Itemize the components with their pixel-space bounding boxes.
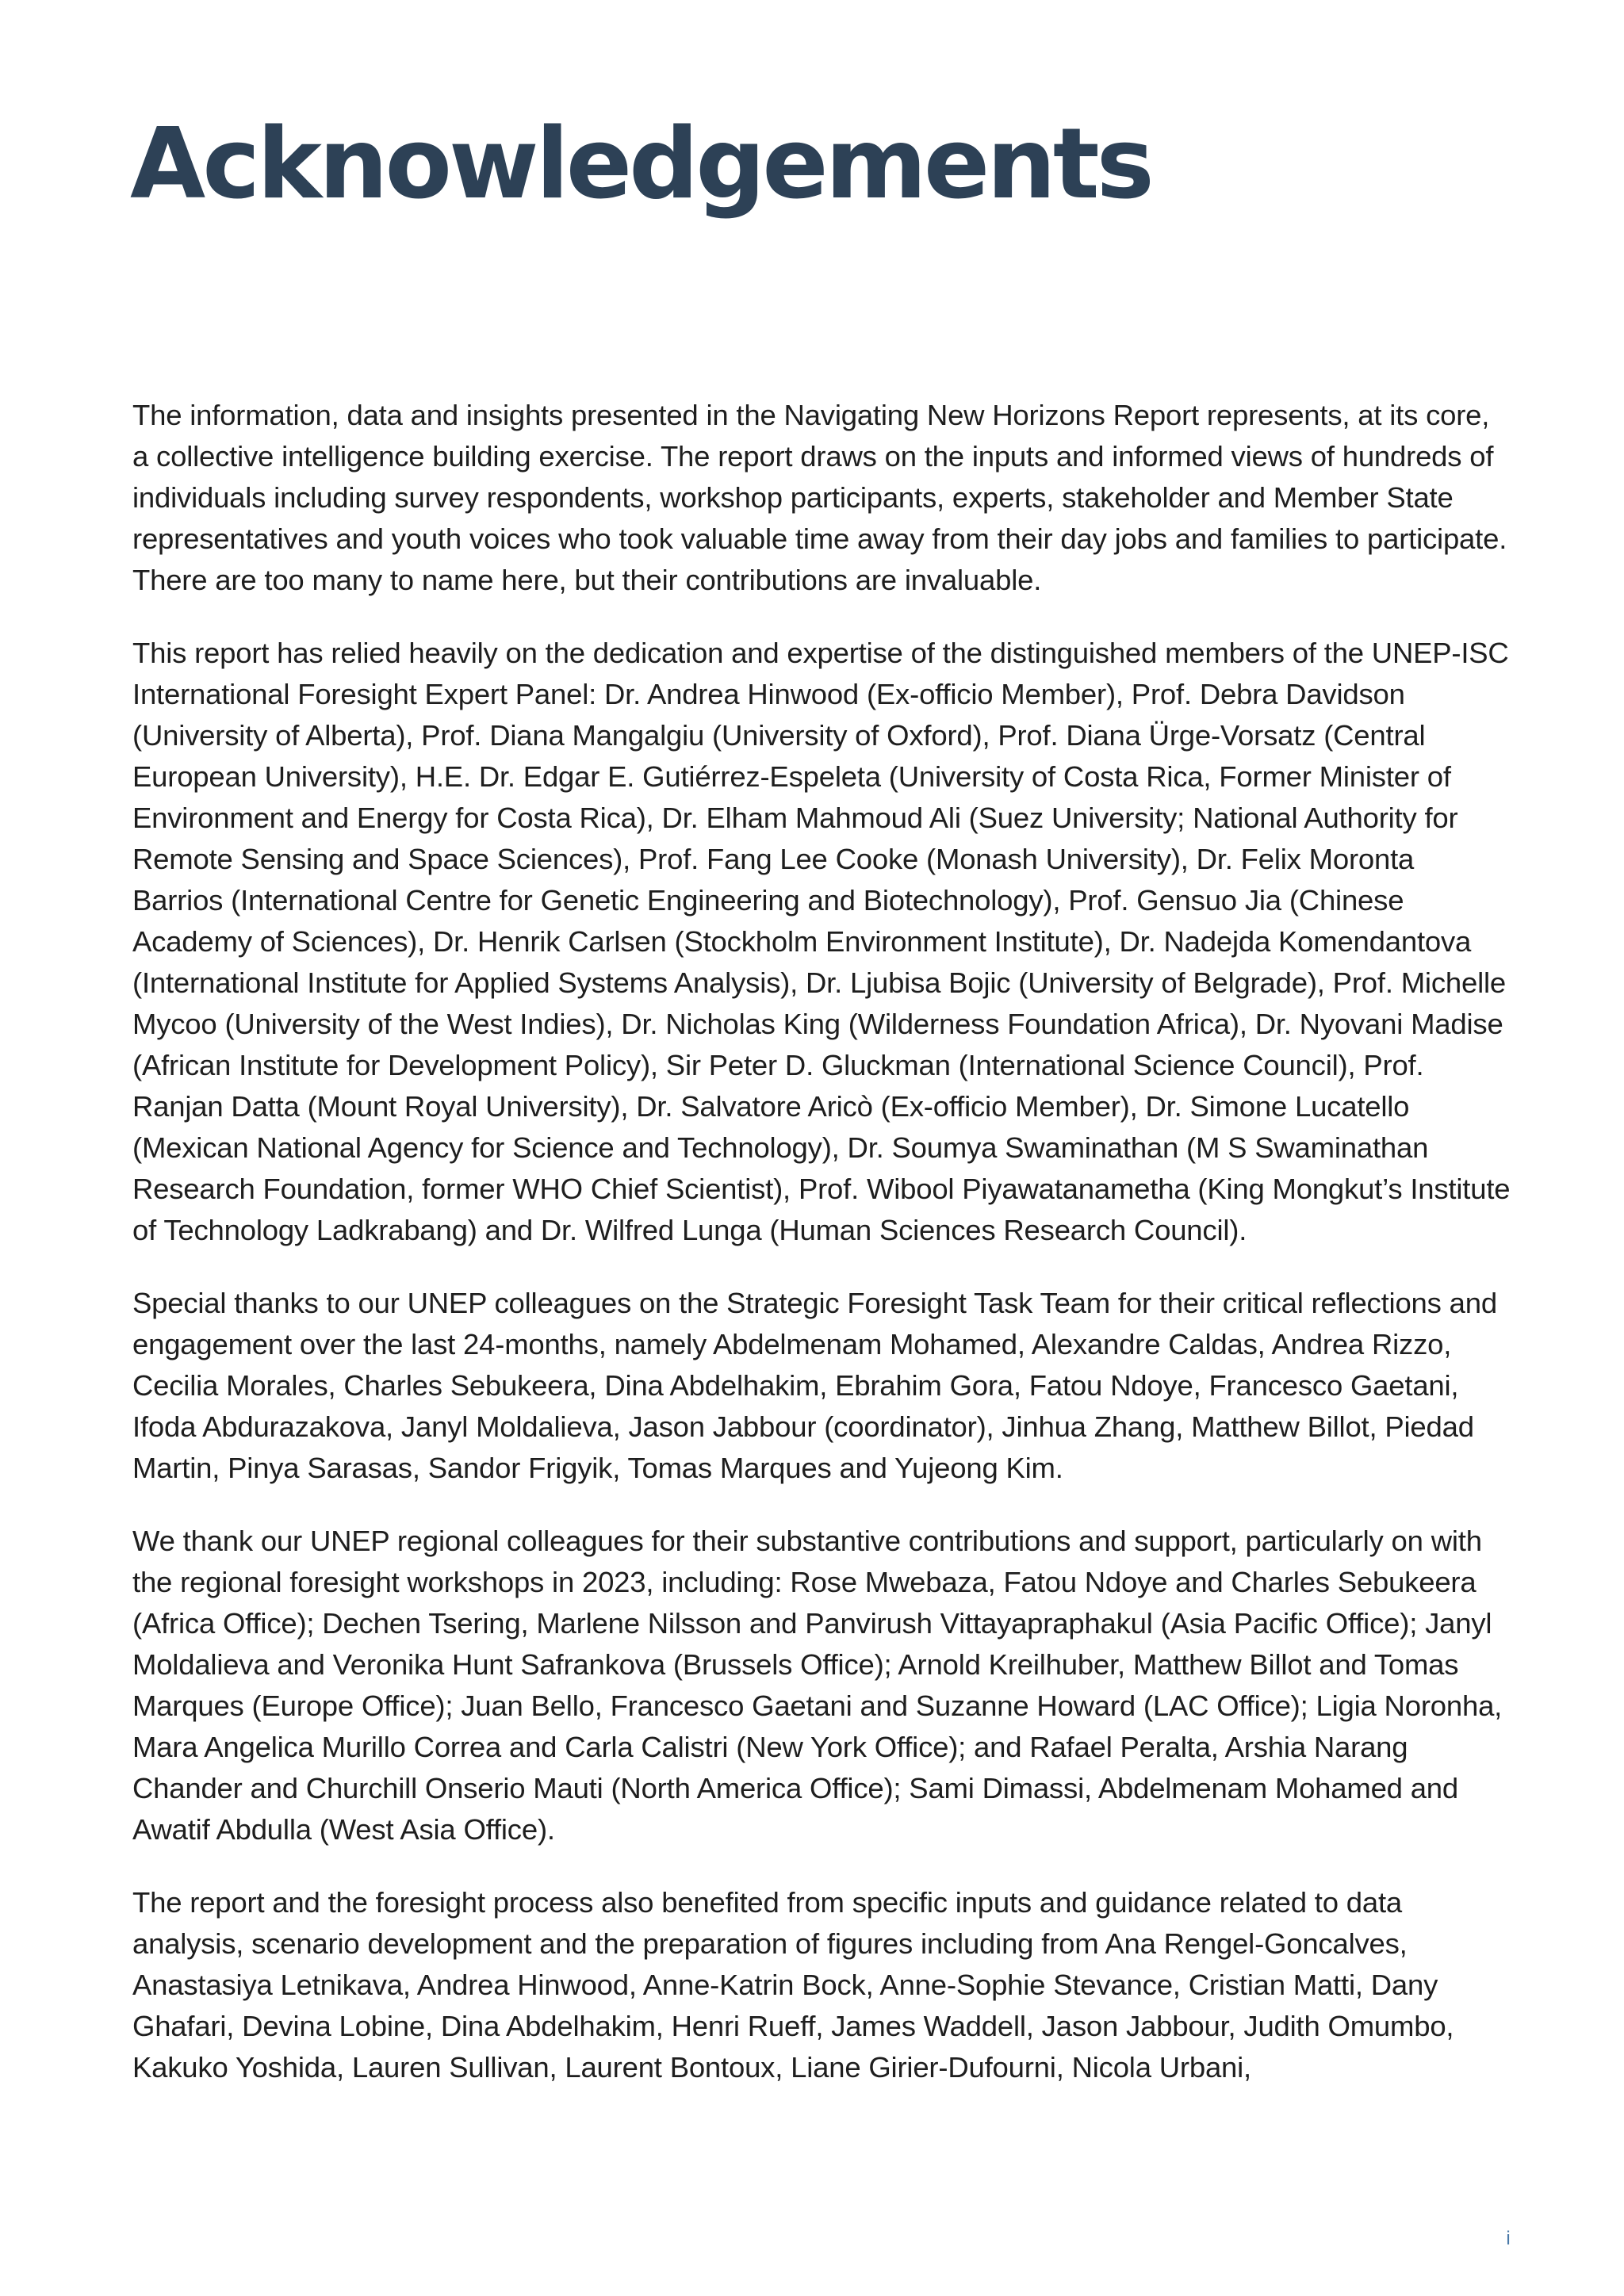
paragraph-expert-panel: This report has relied heavily on the dedication and expertise of the distinguished members of the UNEP-ISC International Foresight Expert Panel: Dr. Andrea Hinwood (Ex-officio Member), Prof. Debra Davidson (University of Alberta), Prof. Diana Mangalgiu (University of Oxford), Prof. Diana Ürge-Vorsatz (Central European University), H.E. Dr. Edgar E. Gutiérrez-Espeleta (University of Costa Rica, Former Minister of Environment and Energy for Costa Rica), Dr. Elham Mahmoud Ali (Suez University; National Authority for Remote Sensing and Space Sciences), Prof. Fang Lee Cooke (Monash University), Dr. Felix Moronta Barrios (International Centre for Genetic Engineering and Biotechnology), Prof. Gensuo Jia (Chinese Academy of Sciences), Dr. Henrik Carlsen (Stockholm Environment Institute), Dr. Nadejda Komendantova (International Institute for Applied Systems Analysis), Dr. Ljubisa Bojic (University of Belgrade), Prof. Michelle Mycoo (University of the West Indies), Dr. Nicholas King (Wilderness Foundation Africa), Dr. Nyovani Madise (African Institute for Development Policy), Sir Peter D. Gluckman (International Science Council), Prof. Ranjan Datta (Mount Royal University), Dr. Salvatore Aricò (Ex-officio Member), Dr. Simone Lucatello (Mexican National Agency for Science and Technology), Dr. Soumya Swaminathan (M S Swaminathan Research Foundation, former WHO Chief Scientist), Prof. Wibool Piyawatanametha (King Mongkut’s Institute of Technology Ladkrabang) and Dr. Wilfred Lunga (Human Sciences Research Council). bbox=[132, 637, 1511, 1246]
page-title: Acknowledgements bbox=[130, 108, 1151, 221]
paragraph-task-team: Special thanks to our UNEP colleagues on the Strategic Foresight Task Team for their critical reflections and engagement over the last 24-months, namely Abdelmenam Mohamed, Alexandre Caldas, Andrea Rizzo, Cecilia Morales, Charles Sebukeera, Dina Abdelhakim, Ebrahim Gora, Fatou Ndoye, Francesco Gaetani, Ifoda Abdurazakova, Janyl Moldalieva, Jason Jabbour (coordinator), Jinhua Zhang, Matthew Billot, Piedad Martin, Pinya Sarasas, Sandor Frigyik, Tomas Marques and Yujeong Kim. bbox=[132, 1287, 1497, 1484]
page-number: i bbox=[1506, 2228, 1511, 2249]
paragraph-intro: The information, data and insights presented in the Navigating New Horizons Report represents, at its core, a collective intelligence building exercise. The report draws on the inputs and informed views of hundreds of individuals including survey respondents, workshop participants, experts, stakeholder and Member State representatives and youth voices who took valuable time away from their day jobs and families to participate. There are too many to name here, but their contributions are invaluable. bbox=[132, 399, 1507, 596]
paragraph-data-analysis: The report and the foresight process also benefited from specific inputs and guidance related to data analysis, scenario development and the preparation of figures including from Ana Rengel-Goncalves, Anastasiya Letnikava, Andrea Hinwood, Anne-Katrin Bock, Anne-Sophie Stevance, Cristian Matti, Dany Ghafari, Devina Lobine, Dina Abdelhakim, Henri Rueff, James Waddell, Jason Jabbour, Judith Omumbo, Kakuko Yoshida, Lauren Sullivan, Laurent Bontoux, Liane Girier-Dufourni, Nicola Urbani, bbox=[132, 1886, 1454, 2084]
paragraph-regional-colleagues: We thank our UNEP regional colleagues for their substantive contributions and support, particularly on with the regional foresight workshops in 2023, including: Rose Mwebaza, Fatou Ndoye and Charles Sebukeera (Africa Office); Dechen Tsering, Marlene Nilsson and Panvirush Vittayapraphakul (Asia Pacific Office); Janyl Moldalieva and Veronika Hunt Safrankova (Brussels Office); Arnold Kreilhuber, Matthew Billot and Tomas Marques (Europe Office); Juan Bello, Francesco Gaetani and Suzanne Howard (LAC Office); Ligia Noronha, Mara Angelica Murillo Correa and Carla Calistri (New York Office); and Rafael Peralta, Arshia Narang Chander and Churchill Onserio Mauti (North America Office); Sami Dimassi, Abdelmenam Mohamed and Awatif Abdulla (West Asia Office). bbox=[132, 1525, 1503, 1846]
body-text bbox=[132, 395, 1512, 2120]
